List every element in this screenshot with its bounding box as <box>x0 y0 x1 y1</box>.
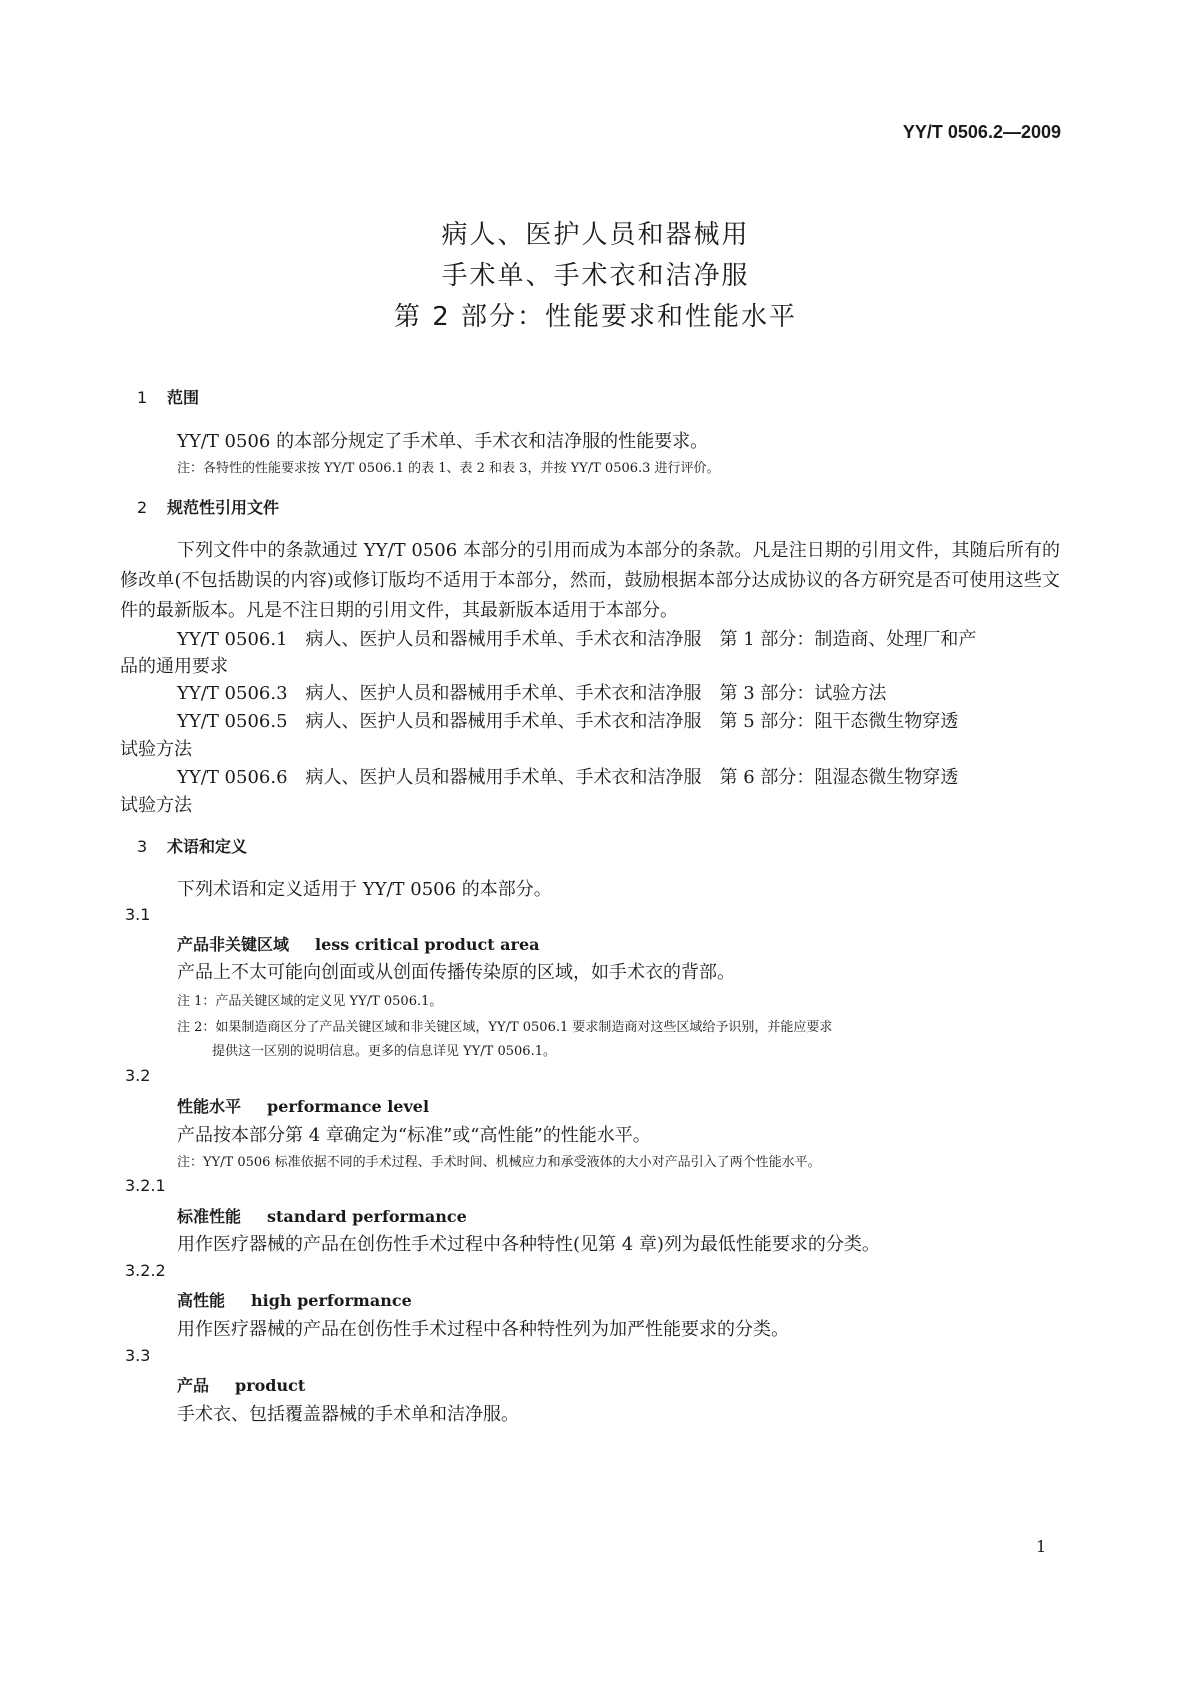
term-3-2-1-en: standard performance <box>267 1207 467 1226</box>
ref-0506-6-line1: YY/T 0506.6 病人、医护人员和器械用手术单、手术衣和洁净服 第 6 部分：阻湿态微生物穿透 <box>177 767 959 788</box>
section-3-title: 术语和定义 <box>167 837 248 856</box>
section-1-note: 注：各特性的性能要求按 YY/T 0506.1 的表 1、表 2 和表 3，并按 YY/T 0506.3 进行评价。 <box>177 461 720 476</box>
section-1-heading <box>137 385 199 408</box>
ref-0506-3: YY/T 0506.3 病人、医护人员和器械用手术单、手术衣和洁净服 第 3 部分：试验方法 <box>177 683 887 704</box>
page-number: 1 <box>1036 1537 1047 1556</box>
ref-0506-1-line2: 品的通用要求 <box>120 656 228 677</box>
title-line-3: 第 2 部分：性能要求和性能水平 <box>393 302 798 332</box>
clause-3-2-2: 3.2.2 <box>125 1261 166 1280</box>
term-3-1-zh: 产品非关键区域 <box>177 935 290 954</box>
term-3-2-2-en: high performance <box>251 1291 412 1310</box>
term-3-3-en: product <box>235 1376 306 1395</box>
section-2-intro: 下列文件中的条款通过 YY/T 0506 本部分的引用而成为本部分的条款。凡是注日期的引用文件，其随后所有的修改单(不包括勘误的内容)或修订版均不适用于本部分，然而，鼓励根据本部分达成协议的各方研究是否可使用这些文件的最新版本。凡是不注日期的引用文件，其最新版本适用于本部分。 <box>120 540 1060 621</box>
section-2-number: 2 <box>137 498 148 517</box>
definition-3-2-1: 用作医疗器械的产品在创伤性手术过程中各种特性(见第 4 章)列为最低性能要求的分类。 <box>177 1234 880 1255</box>
note-3-1-2-line1: 注 2：如果制造商区分了产品关键区域和非关键区域，YY/T 0506.1 要求制造商对这些区域给予识别，并能应要求 <box>177 1020 833 1035</box>
ref-0506-1-line1: YY/T 0506.1 病人、医护人员和器械用手术单、手术衣和洁净服 第 1 部分：制造商、处理厂和产 <box>177 629 977 650</box>
note-3-2: 注：YY/T 0506 标准依据不同的手术过程、手术时间、机械应力和承受液体的大小对产品引入了两个性能水平。 <box>177 1155 821 1170</box>
section-1-number: 1 <box>137 388 148 407</box>
definition-3-2-2: 用作医疗器械的产品在创伤性手术过程中各种特性列为加严性能要求的分类。 <box>177 1319 789 1340</box>
term-3-2-zh: 性能水平 <box>177 1097 242 1116</box>
term-3-2-1-zh: 标准性能 <box>177 1207 242 1226</box>
standard-number: YY/T 0506.2—2009 <box>902 122 1061 142</box>
section-2-title: 规范性引用文件 <box>167 498 280 517</box>
term-3-1-en: less critical product area <box>315 935 540 954</box>
title-line-2: 手术单、手术衣和洁净服 <box>441 261 750 291</box>
term-3-3 <box>177 1373 305 1396</box>
note-3-1-2-line2: 提供这一区别的说明信息。更多的信息详见 YY/T 0506.1。 <box>212 1044 556 1059</box>
clause-3-1: 3.1 <box>125 905 151 924</box>
term-3-2-2-zh: 高性能 <box>177 1291 226 1310</box>
term-3-2-2 <box>177 1288 412 1311</box>
ref-0506-6-line2: 试验方法 <box>120 795 192 816</box>
title-line-1: 病人、医护人员和器械用 <box>441 220 750 250</box>
term-3-2-en: performance level <box>267 1097 430 1116</box>
ref-0506-5-line1: YY/T 0506.5 病人、医护人员和器械用手术单、手术衣和洁净服 第 5 部分：阻干态微生物穿透 <box>177 711 959 732</box>
term-3-2 <box>177 1094 429 1117</box>
ref-0506-5-line2: 试验方法 <box>120 739 192 760</box>
definition-3-3: 手术衣、包括覆盖器械的手术单和洁净服。 <box>177 1404 519 1425</box>
term-3-1 <box>177 932 540 955</box>
term-3-2-1 <box>177 1204 467 1227</box>
clause-3-2-1: 3.2.1 <box>125 1176 166 1195</box>
definition-3-1: 产品上不太可能向创面或从创面传播传染原的区域，如手术衣的背部。 <box>177 962 735 983</box>
section-2-heading <box>137 495 279 518</box>
definition-3-2: 产品按本部分第 4 章确定为“标准”或“高性能”的性能水平。 <box>177 1125 651 1146</box>
section-3-intro: 下列术语和定义适用于 YY/T 0506 的本部分。 <box>177 879 552 900</box>
section-3-heading <box>137 834 247 857</box>
note-3-1-1: 注 1：产品关键区域的定义见 YY/T 0506.1。 <box>177 994 443 1009</box>
clause-3-2: 3.2 <box>125 1066 151 1085</box>
section-1-text: YY/T 0506 的本部分规定了手术单、手术衣和洁净服的性能要求。 <box>177 431 709 452</box>
section-1-title: 范围 <box>167 388 200 407</box>
section-3-number: 3 <box>137 837 148 856</box>
term-3-3-zh: 产品 <box>177 1376 210 1395</box>
clause-3-3: 3.3 <box>125 1346 151 1365</box>
